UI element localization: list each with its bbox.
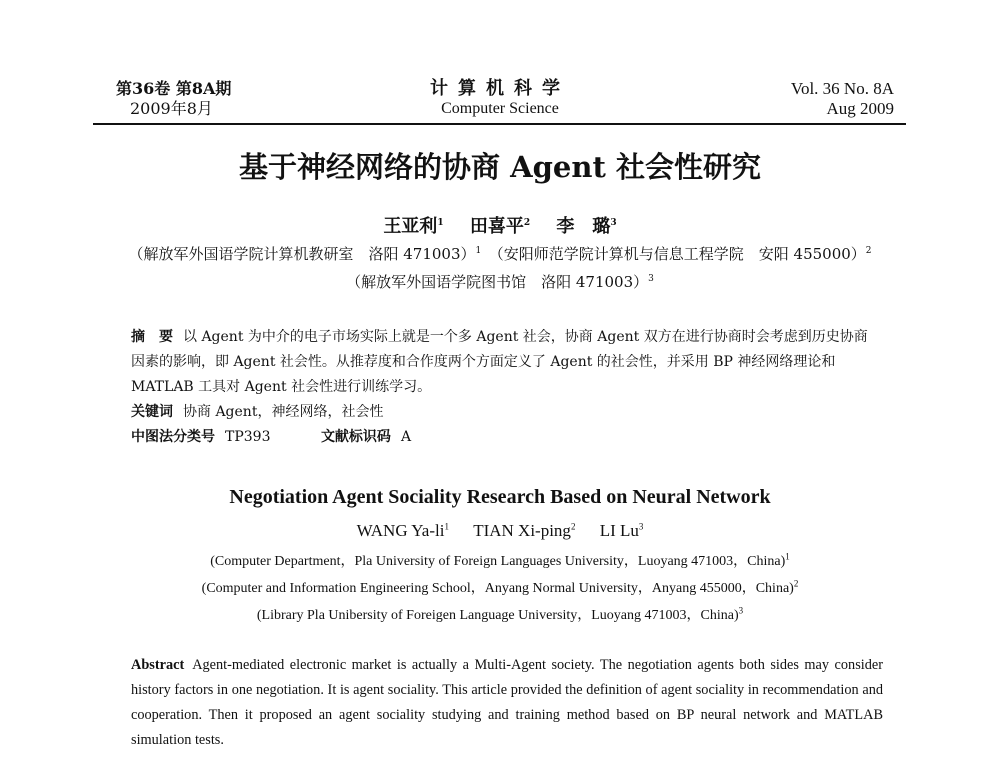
author-name: 王亚利 [383,216,438,237]
affiliation-sup: 1 [785,551,790,562]
author-name: 田喜平 [469,216,524,237]
affiliation-text: (Library Pla Unibersity of Foreigen Language University，Luoyang 471003，China) [256,608,739,623]
abstract-en [131,653,883,753]
author-sup: 2 [570,521,576,532]
header-volume: 第36卷 第8A期 [116,79,232,98]
keywords-label: 关键词 [131,404,173,420]
header-right [791,79,894,119]
author-list-en [0,521,1000,541]
author-sup: 3 [638,521,644,532]
header-rule [93,123,906,125]
affiliation-text: (Computer and Information Engineering School，Anyang Normal University，Anyang 455000，China) [201,581,794,596]
author-en [357,521,449,540]
affiliation-sup: 1 [475,246,482,256]
affiliation-sup: 2 [865,246,872,256]
author-name: WANG Ya-li [356,521,445,540]
header-date-en: Aug 2009 [826,99,894,118]
paper-title-cn: 基于神经网络的协商 Agent 社会性研究 [239,150,761,184]
affiliation-text: （解放军外国语学院计算机教研室 洛阳 471003） [128,245,476,263]
class-value: TP393 [225,429,271,445]
author-name: LI Lu [599,521,639,540]
paper-title-en: Negotiation Agent Sociality Research Based on Neural Network [229,486,771,508]
abstract-en-text: Agent-mediated electronic market is actually a Multi-Agent society. The negotiation agents both sides may consider history factors in one negotiation. It is agent sociality. This article provided the definition of agent sociality in recommendation and cooperation. Then it proposed an agent sociality studying and training method based on BP neural network and MATLAB simulation tests. [131,657,883,748]
abstract-cn-text: 以 Agent 为中介的电子市场实际上就是一个多 Agent 社会，协商 Agent 双方在进行协商时会考虑到历史协商因素的影响，即 Agent 社会性。从推荐度和合作度两个方面定义了 Agent 的社会性，并采用 BP 神经网络理论和 MATLAB 工具对 Agent 社会性进行训练学习。 [131,329,868,395]
affiliation-sup: 3 [648,274,654,284]
journal-name-cn: 计算机科学 [430,78,570,99]
author-en [473,521,575,540]
affiliation-sup: 3 [738,605,744,616]
affiliation-cn-1 [0,243,1000,264]
keywords-text: 协商 Agent，神经网络，社会性 [183,404,384,420]
affiliation-sup: 2 [793,578,799,589]
affiliation-cn-2 [0,271,1000,292]
author-sup: 3 [610,218,617,228]
author-en [600,521,644,540]
header-date-cn: 2009年8月 [130,99,213,118]
abstract-cn [131,325,881,400]
author-cn [556,216,616,237]
abstract-cn-label: 摘 要 [131,329,173,345]
header-volume-en: Vol. 36 No. 8A [790,79,894,98]
classification-cn [131,425,881,450]
journal-name-en: Computer Science [441,100,559,117]
author-name: 李 璐 [556,216,611,237]
affiliation-text: (Computer Department，Pla University of Foreign Languages University，Luoyang 471003，China) [210,554,786,569]
doc-value: A [400,429,412,445]
affiliation-en-2 [0,577,1000,597]
author-sup: 2 [523,218,531,228]
author-name: TIAN Xi-ping [473,521,571,540]
class-label: 中图法分类号 [131,429,215,445]
affiliation-en-1 [0,550,1000,570]
author-cn [470,216,530,237]
affiliation-text: （解放军外国语学院图书馆 洛阳 471003） [346,273,649,291]
keywords-cn [131,400,881,425]
affiliation-text: （安阳师范学院计算机与信息工程学院 安阳 455000） [481,245,866,263]
author-sup: 1 [444,521,449,532]
affiliation-en-3 [0,604,1000,624]
abstract-en-label: Abstract [131,657,185,673]
author-cn [383,216,443,237]
author-list-cn [0,212,1000,238]
author-sup: 1 [437,218,444,228]
doc-label: 文献标识码 [320,429,391,445]
